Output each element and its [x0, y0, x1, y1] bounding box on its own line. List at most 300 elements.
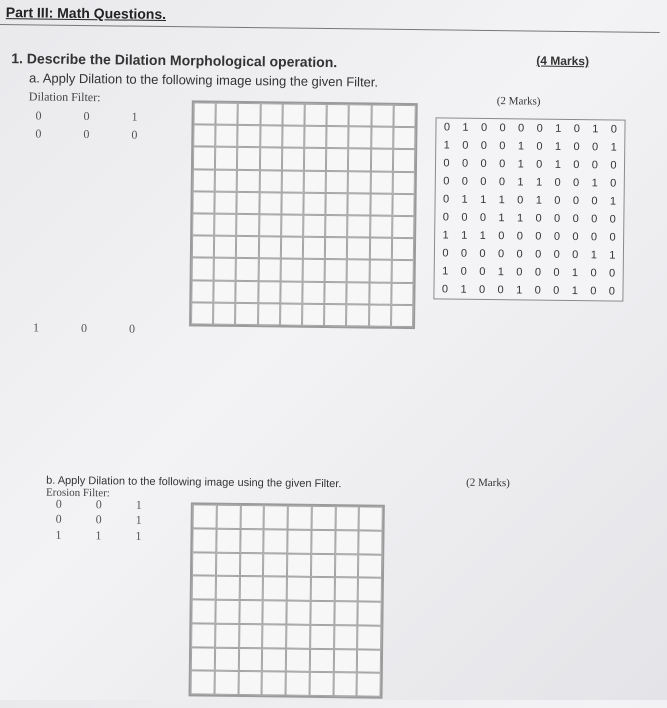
answer-cell[interactable] — [303, 237, 325, 259]
answer-cell[interactable] — [310, 577, 334, 601]
filter-value: 0 — [80, 321, 88, 336]
matrix-value: 1 — [610, 141, 617, 154]
answer-cell[interactable] — [193, 147, 215, 169]
matrix-value: 0 — [553, 284, 560, 297]
question1-marks: (4 Marks) — [536, 53, 590, 69]
answer-cell[interactable] — [258, 259, 280, 281]
answer-cell[interactable] — [357, 625, 381, 649]
answer-cell[interactable] — [358, 554, 382, 578]
matrix-row — [435, 190, 623, 210]
answer-cell[interactable] — [369, 260, 391, 282]
answer-cell[interactable] — [391, 305, 413, 327]
answer-cell[interactable] — [193, 169, 215, 191]
matrix-value: 0 — [498, 176, 506, 189]
matrix-value: 0 — [553, 248, 560, 261]
matrix-value: 0 — [461, 211, 468, 224]
filter-value: 0 — [55, 511, 62, 526]
matrix-value: 0 — [573, 141, 580, 154]
answer-cell[interactable] — [302, 281, 324, 303]
answer-cell[interactable] — [264, 529, 288, 553]
matrix-value: 0 — [480, 139, 487, 152]
part-a-answer-grid[interactable] — [189, 100, 418, 329]
answer-cell[interactable] — [214, 236, 236, 258]
matrix-value: 1 — [571, 267, 579, 280]
matrix-value: 0 — [443, 157, 450, 170]
part-b-answer-grid[interactable] — [189, 502, 385, 698]
answer-cell[interactable] — [191, 623, 215, 647]
answer-cell[interactable] — [334, 601, 358, 625]
matrix-value: 1 — [462, 121, 469, 134]
answer-cell[interactable] — [193, 125, 215, 147]
matrix-value: 1 — [517, 158, 524, 171]
matrix-row — [436, 154, 624, 174]
answer-cell[interactable] — [192, 552, 216, 576]
matrix-value: 1 — [461, 193, 468, 206]
answer-cell[interactable] — [288, 506, 312, 530]
filter-value: 1 — [131, 109, 138, 124]
matrix-value: 0 — [443, 121, 451, 134]
matrix-value: 0 — [535, 230, 542, 243]
answer-cell[interactable] — [237, 170, 259, 192]
matrix-value: 1 — [480, 193, 487, 206]
answer-cell[interactable] — [280, 281, 302, 303]
matrix-value: 1 — [498, 212, 505, 225]
answer-cell[interactable] — [334, 625, 358, 649]
matrix-value: 0 — [536, 140, 543, 153]
answer-cell[interactable] — [282, 126, 304, 148]
answer-cell[interactable] — [215, 191, 237, 213]
answer-cell[interactable] — [215, 147, 237, 169]
answer-cell[interactable] — [391, 282, 413, 304]
matrix-value: 0 — [572, 231, 579, 244]
matrix-row — [435, 208, 623, 228]
answer-cell[interactable] — [239, 624, 263, 648]
answer-cell[interactable] — [192, 236, 214, 258]
answer-cell[interactable] — [348, 149, 370, 171]
answer-cell[interactable] — [216, 103, 238, 125]
answer-cell[interactable] — [348, 193, 370, 215]
part-a-filter-label: Dilation Filter: — [28, 89, 101, 105]
matrix-value: 0 — [610, 123, 618, 136]
matrix-value: 0 — [535, 212, 542, 225]
filter-value: 0 — [128, 321, 136, 336]
matrix-value: 0 — [609, 231, 616, 244]
answer-cell[interactable] — [215, 623, 239, 647]
answer-cell[interactable] — [325, 215, 347, 237]
answer-cell[interactable] — [281, 214, 303, 236]
answer-cell[interactable] — [335, 506, 359, 530]
answer-cell[interactable] — [371, 149, 393, 171]
matrix-value: 0 — [441, 283, 449, 296]
section-title: Part III: Math Questions. — [5, 4, 167, 23]
matrix-value: 0 — [591, 141, 599, 154]
answer-cell[interactable] — [324, 304, 346, 326]
matrix-value: 0 — [442, 211, 450, 224]
matrix-value: 0 — [478, 283, 486, 296]
answer-cell[interactable] — [236, 236, 258, 258]
answer-cell[interactable] — [191, 671, 215, 695]
answer-cell[interactable] — [311, 530, 335, 554]
answer-cell[interactable] — [392, 194, 414, 216]
answer-cell[interactable] — [357, 673, 381, 697]
answer-cell[interactable] — [240, 505, 264, 529]
matrix-value: 0 — [516, 248, 523, 261]
matrix-value: 1 — [517, 140, 525, 153]
answer-cell[interactable] — [370, 171, 392, 193]
answer-cell[interactable] — [310, 601, 334, 625]
answer-cell[interactable] — [359, 506, 383, 530]
answer-cell[interactable] — [263, 600, 287, 624]
matrix-value: 1 — [571, 285, 578, 298]
answer-cell[interactable] — [215, 169, 237, 191]
answer-cell[interactable] — [393, 127, 415, 149]
matrix-value: 0 — [479, 265, 486, 278]
answer-cell[interactable] — [286, 601, 310, 625]
answer-cell[interactable] — [303, 193, 325, 215]
answer-cell[interactable] — [335, 530, 359, 554]
matrix-value: 0 — [499, 158, 506, 171]
answer-cell[interactable] — [392, 171, 414, 193]
matrix-row — [436, 118, 624, 138]
filter-value: 0 — [83, 109, 90, 124]
answer-cell[interactable] — [191, 302, 213, 324]
matrix-value: 0 — [554, 194, 561, 207]
matrix-value: 0 — [590, 231, 598, 244]
filter-value: 1 — [135, 497, 142, 512]
answer-cell[interactable] — [370, 216, 392, 238]
answer-cell[interactable] — [236, 280, 258, 302]
answer-cell[interactable] — [347, 260, 369, 282]
matrix-value: 0 — [479, 211, 487, 224]
matrix-value: 1 — [554, 158, 561, 171]
matrix-value: 0 — [591, 195, 598, 208]
answer-cell[interactable] — [286, 672, 310, 696]
answer-cell[interactable] — [237, 147, 259, 169]
answer-cell[interactable] — [334, 577, 358, 601]
answer-cell[interactable] — [237, 214, 259, 236]
matrix-value: 0 — [608, 267, 616, 280]
answer-cell[interactable] — [309, 672, 333, 696]
answer-cell[interactable] — [311, 506, 335, 530]
answer-cell[interactable] — [258, 236, 280, 258]
answer-cell[interactable] — [193, 504, 217, 528]
matrix-value: 0 — [609, 213, 616, 226]
answer-cell[interactable] — [287, 529, 311, 553]
matrix-value: 0 — [554, 176, 561, 189]
answer-cell[interactable] — [215, 647, 239, 671]
answer-cell[interactable] — [371, 105, 393, 127]
title-divider — [0, 24, 660, 33]
answer-cell[interactable] — [287, 577, 311, 601]
answer-cell[interactable] — [326, 126, 348, 148]
answer-cell[interactable] — [393, 105, 415, 127]
answer-cell[interactable] — [358, 578, 382, 602]
answer-cell[interactable] — [326, 193, 348, 215]
matrix-value: 0 — [573, 123, 580, 136]
matrix-value: 1 — [442, 265, 449, 278]
answer-cell[interactable] — [304, 126, 326, 148]
answer-cell[interactable] — [259, 214, 281, 236]
matrix-value: 0 — [499, 122, 506, 135]
answer-cell[interactable] — [311, 553, 335, 577]
matrix-value: 0 — [536, 122, 543, 135]
matrix-value: 1 — [443, 139, 450, 152]
answer-cell[interactable] — [287, 553, 311, 577]
answer-cell[interactable] — [239, 576, 263, 600]
answer-cell[interactable] — [215, 600, 239, 624]
answer-cell[interactable] — [304, 104, 326, 126]
matrix-value: 0 — [610, 177, 617, 190]
answer-cell[interactable] — [258, 303, 280, 325]
answer-cell[interactable] — [238, 103, 260, 125]
answer-cell[interactable] — [238, 671, 262, 695]
answer-cell[interactable] — [258, 281, 280, 303]
matrix-value: 0 — [536, 158, 543, 171]
matrix-value: 0 — [460, 265, 467, 278]
answer-cell[interactable] — [392, 238, 414, 260]
matrix-value: 0 — [608, 285, 616, 298]
answer-cell[interactable] — [393, 149, 415, 171]
answer-cell[interactable] — [216, 528, 240, 552]
matrix-row — [434, 280, 622, 300]
answer-cell[interactable] — [325, 237, 347, 259]
answer-cell[interactable] — [286, 648, 310, 672]
answer-cell[interactable] — [263, 553, 287, 577]
matrix-value: 1 — [609, 249, 616, 262]
answer-cell[interactable] — [348, 171, 370, 193]
answer-cell[interactable] — [192, 191, 214, 213]
part-a-marks: (2 Marks) — [496, 95, 541, 108]
answer-cell[interactable] — [191, 647, 215, 671]
answer-cell[interactable] — [239, 552, 263, 576]
matrix-value: 0 — [499, 140, 506, 153]
answer-cell[interactable] — [214, 214, 236, 236]
matrix-value: 0 — [572, 177, 580, 190]
matrix-value: 1 — [516, 284, 523, 297]
matrix-value: 1 — [497, 266, 504, 279]
answer-cell[interactable] — [235, 303, 257, 325]
answer-cell[interactable] — [310, 648, 334, 672]
answer-cell[interactable] — [310, 625, 334, 649]
answer-cell[interactable] — [370, 193, 392, 215]
answer-cell[interactable] — [347, 237, 369, 259]
matrix-value: 0 — [460, 247, 468, 260]
answer-cell[interactable] — [238, 125, 260, 147]
answer-cell[interactable] — [304, 148, 326, 170]
filter-value: 0 — [95, 512, 102, 527]
matrix-value: 0 — [516, 266, 523, 279]
matrix-row — [435, 262, 623, 282]
matrix-row — [436, 172, 624, 192]
answer-cell[interactable] — [192, 528, 216, 552]
part-b-instruction: b. Apply Dilation to the following image using the given Filter. — [46, 474, 342, 491]
answer-cell[interactable] — [214, 258, 236, 280]
answer-cell[interactable] — [262, 624, 286, 648]
answer-cell[interactable] — [326, 171, 348, 193]
answer-cell[interactable] — [282, 103, 304, 125]
matrix-value: 1 — [498, 194, 505, 207]
answer-cell[interactable] — [358, 601, 382, 625]
matrix-value: 0 — [534, 266, 542, 279]
answer-cell[interactable] — [303, 215, 325, 237]
matrix-value: 0 — [591, 213, 598, 226]
matrix-value: 0 — [553, 266, 560, 279]
answer-cell[interactable] — [325, 259, 347, 281]
filter-value: 1 — [55, 527, 62, 542]
answer-cell[interactable] — [327, 104, 349, 126]
answer-cell[interactable] — [326, 148, 348, 170]
matrix-value: 1 — [535, 176, 543, 189]
answer-cell[interactable] — [260, 125, 282, 147]
answer-cell[interactable] — [260, 148, 282, 170]
matrix-value: 0 — [497, 248, 505, 261]
matrix-value: 0 — [534, 284, 541, 297]
matrix-value: 0 — [591, 159, 599, 172]
answer-cell[interactable] — [348, 215, 370, 237]
answer-cell[interactable] — [302, 304, 324, 326]
answer-cell[interactable] — [325, 282, 347, 304]
answer-cell[interactable] — [262, 648, 286, 672]
matrix-value: 1 — [591, 177, 598, 190]
matrix-value: 1 — [554, 140, 562, 153]
matrix-value: 0 — [480, 175, 487, 188]
matrix-value: 1 — [479, 229, 486, 242]
part-a-instruction: a. Apply Dilation to the following image using the given Filter. — [28, 70, 379, 90]
answer-cell[interactable] — [333, 649, 357, 673]
answer-cell[interactable] — [260, 103, 282, 125]
matrix-value: 0 — [498, 230, 505, 243]
answer-cell[interactable] — [191, 599, 215, 623]
answer-cell[interactable] — [214, 671, 238, 695]
answer-cell[interactable] — [282, 148, 304, 170]
matrix-value: 1 — [461, 229, 468, 242]
answer-cell[interactable] — [214, 280, 236, 302]
answer-cell[interactable] — [347, 282, 369, 304]
filter-value: 1 — [95, 528, 102, 543]
matrix-value: 0 — [497, 284, 504, 297]
matrix-value: 0 — [480, 157, 487, 170]
answer-cell[interactable] — [191, 280, 213, 302]
filter-value: 0 — [35, 108, 42, 123]
answer-cell[interactable] — [280, 303, 302, 325]
answer-cell[interactable] — [369, 282, 391, 304]
answer-cell[interactable] — [346, 304, 368, 326]
matrix-value: 0 — [461, 175, 468, 188]
matrix-value: 1 — [535, 194, 542, 207]
answer-cell[interactable] — [304, 170, 326, 192]
filter-value: 0 — [131, 127, 138, 142]
part-b-marks: (2 Marks) — [466, 476, 510, 490]
answer-cell[interactable] — [369, 238, 391, 260]
answer-cell[interactable] — [192, 258, 214, 280]
answer-cell[interactable] — [391, 260, 413, 282]
filter-value: 0 — [35, 126, 42, 141]
answer-cell[interactable] — [215, 125, 237, 147]
answer-cell[interactable] — [371, 127, 393, 149]
answer-cell[interactable] — [239, 600, 263, 624]
matrix-value: 0 — [480, 121, 488, 134]
matrix-value: 0 — [461, 157, 469, 170]
answer-cell[interactable] — [262, 672, 286, 696]
matrix-value: 0 — [535, 248, 542, 261]
part-a-input-image — [433, 117, 625, 301]
answer-cell[interactable] — [192, 576, 216, 600]
matrix-value: 1 — [590, 249, 597, 262]
matrix-value: 0 — [442, 247, 449, 260]
matrix-row — [435, 244, 623, 264]
matrix-value: 0 — [553, 230, 561, 243]
matrix-value: 0 — [479, 247, 486, 260]
answer-cell[interactable] — [286, 624, 310, 648]
answer-cell[interactable] — [281, 170, 303, 192]
matrix-value: 0 — [590, 267, 597, 280]
answer-cell[interactable] — [238, 647, 262, 671]
answer-cell[interactable] — [392, 216, 414, 238]
matrix-value: 0 — [517, 194, 524, 207]
filter-value: 0 — [83, 127, 90, 142]
matrix-row — [436, 136, 624, 156]
question1-heading: 1. Describe the Dilation Morphological operation. — [11, 50, 338, 71]
matrix-value: 1 — [609, 195, 617, 208]
answer-cell[interactable] — [281, 192, 303, 214]
answer-cell[interactable] — [213, 302, 235, 324]
answer-cell[interactable] — [263, 577, 287, 601]
answer-cell[interactable] — [349, 126, 371, 148]
part-b-filter-label: Erosion Filter: — [45, 486, 110, 500]
matrix-value: 0 — [573, 159, 580, 172]
matrix-value: 1 — [592, 123, 599, 136]
filter-value: 1 — [135, 512, 142, 527]
answer-cell[interactable] — [334, 554, 358, 578]
answer-cell[interactable] — [303, 259, 325, 281]
filter-value: 1 — [135, 528, 142, 543]
answer-cell[interactable] — [237, 192, 259, 214]
matrix-value: 0 — [610, 159, 617, 172]
answer-cell[interactable] — [193, 102, 215, 124]
matrix-value: 0 — [442, 193, 450, 206]
answer-cell[interactable] — [357, 649, 381, 673]
answer-cell[interactable] — [369, 304, 391, 326]
answer-cell[interactable] — [281, 237, 303, 259]
answer-cell[interactable] — [349, 104, 371, 126]
answer-cell[interactable] — [192, 213, 214, 235]
matrix-value: 0 — [518, 122, 525, 135]
matrix-value: 0 — [572, 195, 580, 208]
matrix-value: 0 — [590, 285, 597, 298]
answer-cell[interactable] — [280, 259, 302, 281]
matrix-value: 1 — [516, 212, 524, 225]
answer-cell[interactable] — [259, 170, 281, 192]
matrix-value: 0 — [516, 230, 523, 243]
matrix-value: 0 — [443, 175, 450, 188]
answer-cell[interactable] — [236, 258, 258, 280]
filter-value: 0 — [95, 497, 102, 512]
matrix-value: 1 — [460, 283, 467, 296]
answer-cell[interactable] — [259, 192, 281, 214]
answer-cell[interactable] — [264, 505, 288, 529]
answer-cell[interactable] — [359, 530, 383, 554]
answer-cell[interactable] — [333, 672, 357, 696]
answer-cell[interactable] — [240, 529, 264, 553]
matrix-value: 1 — [555, 122, 562, 135]
filter-value: 0 — [55, 496, 62, 511]
answer-cell[interactable] — [216, 505, 240, 529]
matrix-value: 0 — [572, 213, 579, 226]
answer-cell[interactable] — [215, 576, 239, 600]
matrix-value: 1 — [517, 176, 524, 189]
answer-cell[interactable] — [216, 552, 240, 576]
matrix-value: 1 — [442, 229, 449, 242]
